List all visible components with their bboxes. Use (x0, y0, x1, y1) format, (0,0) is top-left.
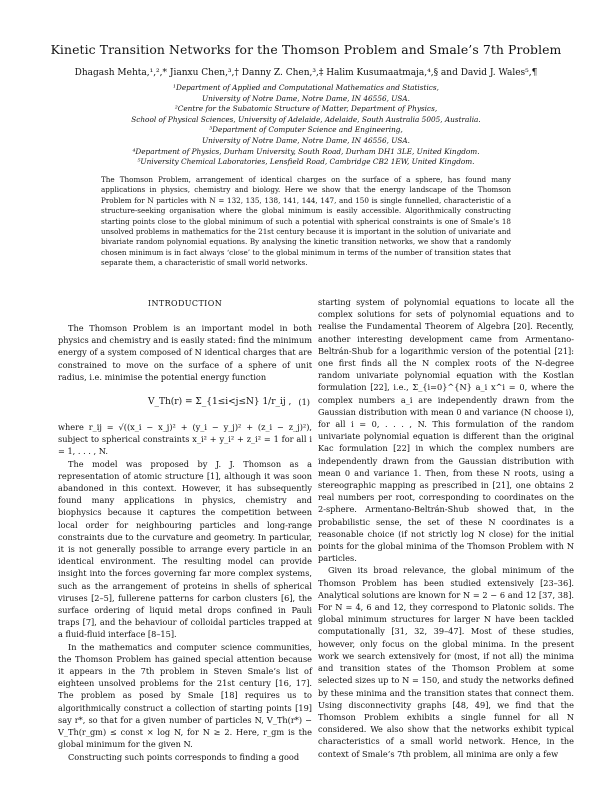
paragraph: Constructing such points corresponds to finding a good (68, 751, 300, 762)
right-column (318, 296, 574, 760)
equation-block (58, 383, 312, 421)
affiliation-line: School of Physical Sciences, University of Adelaide, Adelaide, South Australia 5005, Australia. (131, 114, 481, 124)
left-column (58, 322, 312, 763)
equation-number: (1) (298, 396, 310, 407)
affiliation-line: ³Department of Computer Science and Engineering, (209, 125, 403, 135)
affiliation-line: ⁴Department of Physics, Durham University, South Road, Durham DH1 3LE, United Kingdom. (132, 146, 480, 156)
paragraph: where r_ij = √((x_i − x_j)² + (y_i − y_j)² + (z_i − z_j)²), subject to spherical constraints x_i² + y_i² + z_i² = 1 for all i = 1, . . . , N. (58, 422, 312, 457)
paragraph: In the mathematics and computer science communities, the Thomson Problem has gained special attention because it appears in the 7th problem in Steven Smale’s list of eighteen unsolved problems for the 21st century [16, 17]. The problem as posed by Smale [18] requires us to algorithmically construct a collection of starting points [19] say r*, so that for a given number of particles N, V_Th(r*) − V_Th(r_gm) ≤ const × log N, for N ≥ 2. Here, r_gm is the global minimum for the given N. (58, 641, 312, 750)
affiliation-line: University of Notre Dame, Notre Dame, IN 46556, USA. (202, 135, 410, 145)
affiliation-line: ⁵University Chemical Laboratories, Lensfield Road, Cambridge CB2 1EW, United Kingdom. (137, 157, 475, 167)
section-heading: INTRODUCTION (147, 299, 223, 308)
affiliation-line: University of Notre Dame, Notre Dame, IN 46556, USA. (202, 93, 410, 103)
affiliation-line: ²Centre for the Subatomic Structure of Matter, Department of Physics, (174, 104, 438, 114)
paragraph: The model was proposed by J. J. Thomson as a representation of atomic structure [1], although it was soon abandoned in this context. However, it has subsequently found many applications in physics, chemistry and biophysics because it captures the competition between local order for neighbouring particles and long-range constraints due to the curvature and geometry. In particular, it is not generally possible to arrange every particle in an identical environment. The resulting model can provide insight into the forces governing far more complex systems, such as the arrangement of proteins in shells of spherical viruses [2–5], fullerene patterns for carbon clusters [6], the surface ordering of liquid metal drops confined in Pauli traps [7], and the behaviour of colloidal particles trapped at a fluid-fluid interface [8–15]. (58, 458, 312, 640)
author-list: Dhagash Mehta,¹,²,* Jianxu Chen,³,† Danny Z. Chen,³,‡ Halim Kusumaatmaja,⁴,§ and David J. Wales⁵,¶ (74, 68, 538, 78)
paper-title: Kinetic Transition Networks for the Thomson Problem and Smale’s 7th Problem (50, 42, 562, 57)
paragraph: Given its broad relevance, the global minimum of the Thomson Problem has been studied extensively [23–36]. Analytical solutions are known for N = 2 − 6 and 12 [37, 38]. For N = 4, 6 and 12, they correspond to Platonic solids. The global minimum structures for larger N have been tackled computationally [31, 32, 39–47]. Most of these studies, however, only focus on the global minima. In the present work we search extensively for (most, if not all) the minima and transition states of the Thomson Problem at some selected sizes up to N = 150, and study the networks defined by these minima and the transition states that connect them. Using disconnectivity graphs [48, 49], we find that the Thomson Problem exhibits a single funnel for all N considered. We also show that the networks exhibit typical characteristics of a small world network. Hence, in the context of Smale’s 7th problem, all minima are only a few (318, 565, 574, 759)
paragraph: The Thomson Problem is an important model in both physics and chemistry and is easily stated: find the minimum energy of a system composed of N identical charges that are constrained to move on the surface of a sphere of unit radius, i.e. minimise the potential energy function (58, 323, 312, 382)
affiliation-line: ¹Department of Applied and Computational Mathematics and Statistics, (173, 83, 439, 92)
equation: V_Th(r) = Σ_{1≤i<j≤N} 1/r_ij , (148, 396, 292, 407)
abstract: The Thomson Problem, arrangement of identical charges on the surface of a sphere, has found many applications in physics, chemistry and biology. Here we show that the energy landscape of the Thomson Problem for N particles with N = 132, 135, 138, 141, 144, 147, and 150 is single funnelled, characteristic of a structure-seeking organisation where the global minimum is easily accessible. Algorithmically constructing starting points close to the global minimum of such a potential with spherical constraints is one of Smale’s 18 unsolved problems in mathematics for the 21st century because it is important in the solution of univariate and bivariate random polynomial equations. By analysing the kinetic transition networks, we show that a randomly chosen minimum is in fact always ‘close’ to the global minimum in terms of the number of transition states that separate them, a characteristic of small world networks. (101, 175, 511, 268)
affiliations (50, 83, 562, 168)
paragraph: starting system of polynomial equations to locate all the complex solutions for sets of polynomial equations and to realise the Fundamental Theorem of Algebra [20]. Recently, another interesting development came from Armentano-Beltrán-Shub for a logarithmic version of the potential [21]: one first finds all the N complex roots of the N-degree random univariate polynomial equation with the Kostlan formulation [22], i.e., Σ_{i=0}^{N} a_i x^i = 0, where the complex numbers a_i are independently drawn from the Gaussian distribution with mean 0 and variance (N choose i), for all i = 0, . . . , N. This formulation of the random univariate polynomial equation is different than the original Kac formulation [22] in which the complex numbers are independently drawn from the Gaussian distribution with mean 0 and variance 1. Then, from these N roots, using a stereographic mapping as prescribed in [21], one obtains 2 real numbers per root, corresponding to coordinates on the 2-sphere. Armentano-Beltrán-Shub showed that, in the probabilistic sense, the set of these N coordinates is a reasonable choice (if not strictly log N close) for the initial points for the global minima of the Thomson Problem with N particles. (318, 297, 574, 564)
